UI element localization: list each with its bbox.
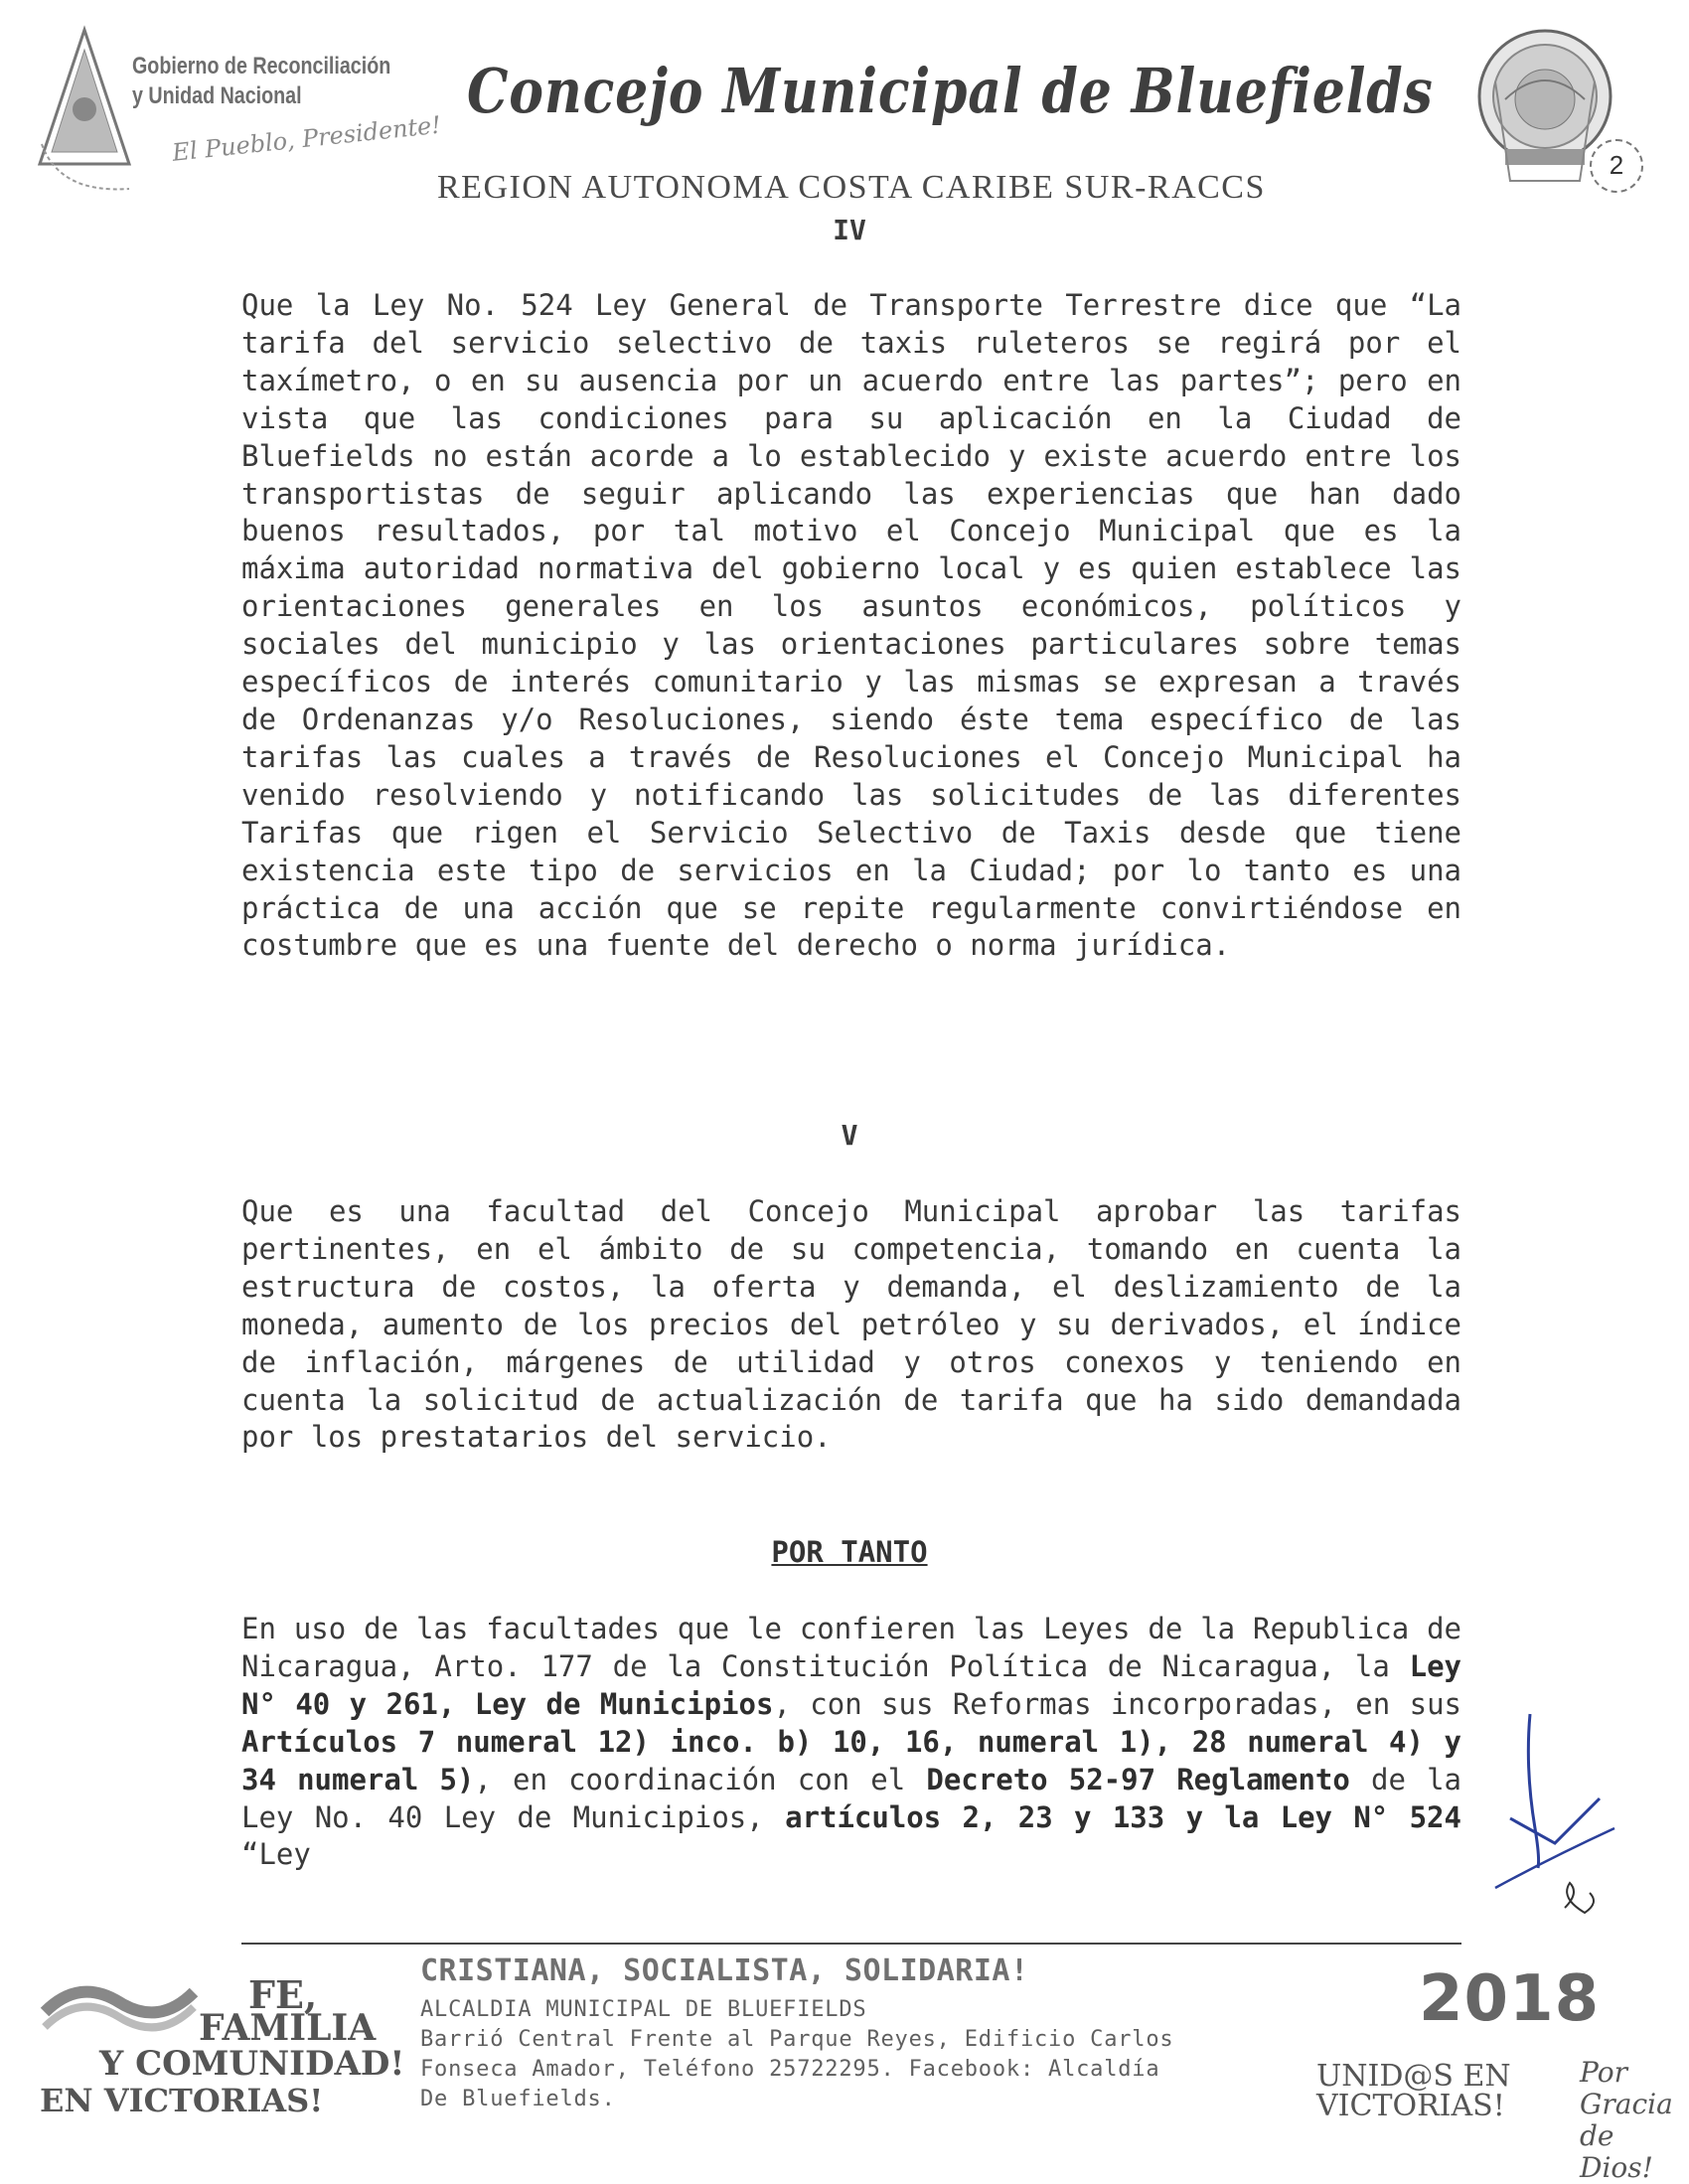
por-tanto-text-5: “Ley (241, 1837, 311, 1872)
footer-divider (241, 1943, 1461, 1945)
council-title: Concejo Municipal de Bluefields (467, 55, 1434, 127)
por-tanto-text-2: , con sus Reformas incorporadas, en sus (773, 1686, 1461, 1721)
por-tanto-paragraph (241, 1611, 1461, 1874)
government-motto: El Pueblo, Presidente! (171, 110, 443, 167)
handwritten-signature (1490, 1709, 1619, 1938)
government-name-line2: y Unidad Nacional (132, 82, 302, 109)
footer-address-line2: Barrió Central Frente al Parque Reyes, Edificio Carlos (420, 2027, 1174, 2052)
gracia-slogan (1580, 2057, 1689, 2184)
gracia-line1: Por Gracia (1580, 2056, 1673, 2120)
footer-address-line3: Fonseca Amador, Teléfono 25722295. Facebook: Alcaldía (420, 2057, 1160, 2082)
section-heading-iv: IV (833, 214, 866, 246)
por-tanto-bold-2: Artículos 7 numeral 12) inco. b) 10, 16, numeral 1), 28 numeral 4) y 34 numeral 5) (241, 1724, 1461, 1796)
por-tanto-bold-1: Ley N° 40 y 261, Ley de Municipios (241, 1648, 1461, 1721)
por-tanto-text-3: , en coordinación con el (474, 1762, 927, 1796)
government-logo (30, 25, 139, 204)
section-iv-paragraph: Que la Ley No. 524 Ley General de Transporte Terrestre dice que “La tarifa del servicio selectivo de taxis ruleteros se regirá por el taxímetro, o en su ausencia por un acuerdo entre las partes”; pero en vista que las condiciones para su aplicación en la Ciudad de Bluefields no están acorde a lo establecido y existe acuerdo entre los transportistas de seguir aplicando las experiencias que han dado buenos resultados, por tal motivo el Concejo Municipal que es la máxima autoridad normativa del gobierno local y es quien establece las orientaciones generales en los asuntos económicos, políticos y sociales del municipio y las orientaciones particulares sobre temas específicos de interés comunitario y las mismas se expresan a través de Ordenanzas y/o Resoluciones, siendo éste tema específico de las tarifas las cuales a través de Resoluciones el Concejo Municipal ha venido resolviendo y notificando las solicitudes de las diferentes Tarifas que rigen el Servicio Selectivo de Taxis desde que tiene existencia este tipo de servicios en la Ciudad; por lo tanto es una práctica de una acción que se repite regularmente convirtiéndose en costumbre que es una fuente del derecho o norma jurídica. (241, 288, 1461, 963)
unidos-line2: VICTORIAS! (1316, 2089, 1505, 2123)
unidos-slogan (1316, 2059, 1511, 2123)
section-v-paragraph: Que es una facultad del Concejo Municipal aprobar las tarifas pertinentes, en el ámbito de su competencia, tomando en cuenta la estructura de costos, la oferta y demanda, el deslizamiento de la moneda, aumento de los precios del petróleo y su derivados, el índice de inflación, márgenes de utilidad y otros conexos y teniendo en cuenta la solicitud de actualización de tarifa que ha sido demandada por los prestatarios del servicio. (241, 1194, 1461, 1455)
gracia-line2: de Dios! (1580, 2119, 1653, 2184)
government-name-line1: Gobierno de Reconciliación (132, 53, 391, 79)
slogan-line2: FAMILIA (199, 2007, 377, 2049)
slogan-line4: EN VICTORIAS! (40, 2082, 324, 2119)
por-tanto-heading: POR TANTO (771, 1535, 928, 1569)
por-tanto-text-4: de la Ley No. 40 Ley de Municipios, (241, 1762, 1461, 1834)
por-tanto-text-1: En uso de las facultades que le confieren las Leyes de la Republica de Nicaragua, Arto. 177 de la Constitución Política de Nicaragua, la (241, 1612, 1461, 1683)
slogan-line1: FE, (248, 1972, 318, 2017)
por-tanto-bold-4: artículos 2, 23 y 133 y la Ley N° 524 (785, 1799, 1461, 1834)
footer-address-line1: ALCALDIA MUNICIPAL DE BLUEFIELDS (420, 1997, 867, 2022)
footer-motto: CRISTIANA, SOCIALISTA, SOLIDARIA! (420, 1953, 1029, 1988)
slogan-line3: Y COMUNIDAD! (99, 2044, 405, 2084)
por-tanto-bold-3: Decreto 52-97 Reglamento (926, 1762, 1350, 1796)
year-badge: 2018 (1419, 1962, 1601, 2036)
page-number: 2 (1590, 139, 1643, 193)
flag-wave-icon (40, 1972, 199, 2042)
section-heading-v: V (841, 1119, 858, 1152)
footer-address-line4: De Bluefields. (420, 2087, 616, 2111)
unidos-line1: UNID@S EN (1316, 2059, 1511, 2094)
government-name (132, 52, 392, 111)
region-title: REGION AUTONOMA COSTA CARIBE SUR-RACCS (437, 169, 1266, 206)
footer-campaign-slogan (40, 1972, 437, 2121)
